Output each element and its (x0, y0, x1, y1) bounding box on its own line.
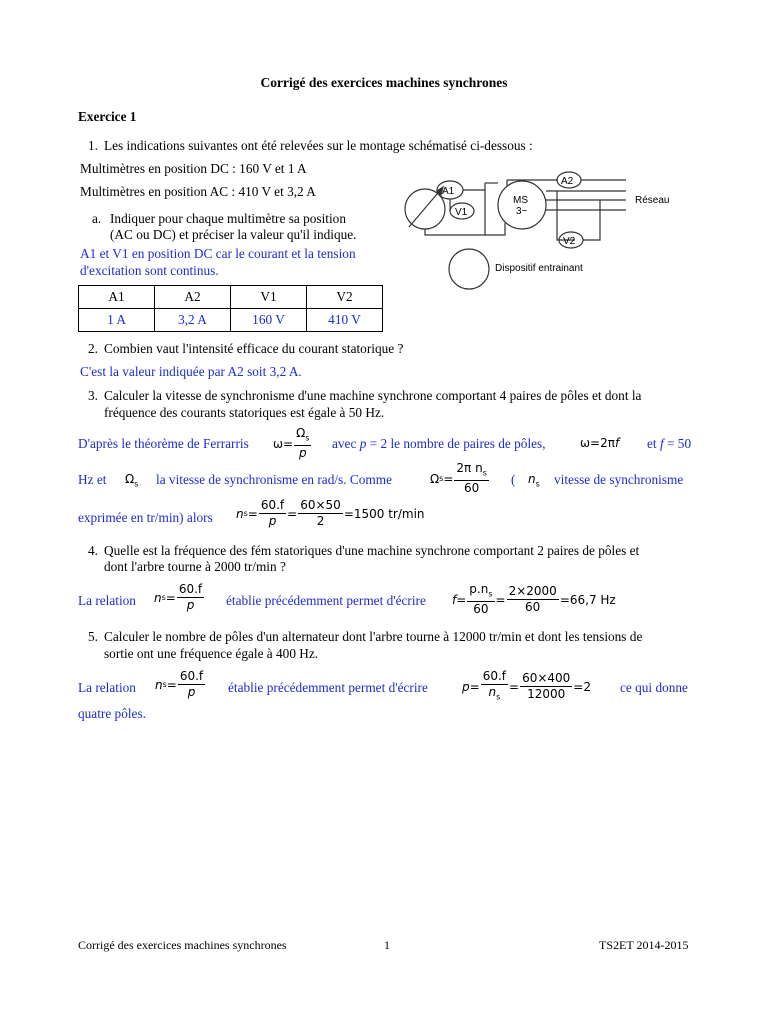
diagram-label-a1: A1 (442, 186, 455, 197)
formula-text: n (488, 685, 497, 699)
formula-ns-1500: n s = $\frac{60.f}{p}$ = $\frac{60\times 50}{2}$ =1500 tr/min (236, 498, 425, 528)
page-title: Corrigé des exercices machines synchrones (260, 75, 508, 90)
answer-text: établie précédemment permet d'écrire (228, 680, 428, 695)
formula-text: =66,7 Hz (559, 592, 616, 607)
diagram-label-v1: V1 (455, 207, 468, 218)
table-header-cell: A2 (155, 286, 231, 309)
question-text: Combien vaut l'intensité efficace du courant statorique ? (104, 341, 404, 356)
formula-text: s (134, 479, 139, 489)
diagram-label-a2: A2 (561, 176, 574, 187)
formula-text: =2 (573, 679, 591, 694)
answer-text: La relation (78, 593, 136, 608)
formula-text: n (236, 506, 244, 521)
sub-question-label: a. (92, 211, 102, 226)
answer-text: avec (332, 436, 357, 451)
formula-text: 2π n (456, 461, 483, 475)
formula-text (125, 472, 138, 488)
formula-p-2: p = $\frac{60.f}{n_s}$ = $\frac{60\times 400}{12000}$ =2 (462, 669, 591, 702)
formula-text: s (305, 433, 310, 443)
answer-text: = 50 (666, 436, 692, 451)
table-header-row (79, 286, 383, 309)
circuit-diagram (395, 165, 715, 290)
question-text: Quelle est la fréquence des fém statoriques d'une machine synchrone comportant 2 paires de pôles et (104, 543, 640, 558)
answer-text: D'après le théorème de Ferrarris (78, 436, 249, 451)
formula-omega (273, 426, 312, 461)
formula-text: f (452, 592, 457, 607)
answer-text: C'est la valeur indiquée par A2 soit 3,2 A. (80, 364, 302, 379)
table-value-cell: 3,2 A (155, 309, 231, 332)
formula-text: s (535, 479, 540, 489)
question-text: fréquence des courants statoriques est égale à 50 Hz. (104, 405, 385, 420)
formula-text: s (439, 474, 444, 484)
answer-text: la vitesse de synchronisme en rad/s. Comme (156, 472, 392, 487)
answer-text: vitesse de synchronisme (554, 472, 684, 487)
drive-device-symbol (449, 249, 489, 289)
formula-text: 60 (463, 481, 480, 496)
answer-text: p (359, 436, 367, 451)
ac-measurement: Multimètres en position AC : 410 V et 3,2 A (80, 184, 316, 199)
formula-text: s (482, 468, 487, 478)
exercise-heading: Exercice 1 (78, 109, 137, 124)
answer-text: exprimée en tr/min) alors (78, 510, 213, 525)
diagram-label-v2: V2 (563, 236, 576, 247)
answer-text: f (659, 436, 664, 451)
question-text: sortie ont une fréquence égale à 400 Hz. (104, 646, 319, 661)
table-header-cell: A1 (79, 286, 155, 309)
formula-ns-relation: n s = $\frac{60.f}{p}$ (155, 669, 204, 699)
answer-text: Hz et (78, 472, 107, 487)
formula-text: 60×50 (300, 498, 341, 512)
sub-question-text: Indiquer pour chaque multimètre sa position (110, 211, 346, 226)
answer-text (332, 436, 546, 452)
formula-text: Ω (125, 472, 135, 486)
formula-text: 60.f (260, 498, 285, 512)
formula-text: ω=2π (580, 436, 615, 450)
formula-ns-relation: n s = $\frac{60.f}{p}$ (154, 582, 203, 612)
answer-text: et (647, 436, 657, 451)
diagram-label-dispositif: Dispositif entrainant (495, 263, 583, 274)
question-number: 1. (88, 138, 98, 153)
formula-f-66-7: f = $\frac{p.n_s}{60}$ = $\frac{2\times 2000}{60}$ =66,7 Hz (452, 582, 616, 617)
table-value-cell: 410 V (307, 309, 383, 332)
page-number: 1 (384, 938, 390, 952)
formula-text: 60.f (482, 669, 506, 683)
formula-text: s (488, 589, 493, 599)
formula-text: 60 (473, 602, 489, 617)
formula-text: p (187, 685, 196, 699)
table-value-row (79, 309, 383, 332)
answer-text: d'excitation sont continus. (80, 263, 219, 278)
answer-text: ce qui donne (620, 680, 688, 695)
diagram-label-ms: MS (513, 195, 528, 206)
formula-text: 2×2000 (508, 584, 557, 599)
formula-text: ω= (273, 436, 294, 451)
table-value-cell: 160 V (231, 309, 307, 332)
formula-text: p (186, 598, 195, 612)
question-text: Calculer le nombre de pôles d'un alternateur dont l'arbre tourne à 12000 tr/min et dont les tensions de (104, 629, 643, 644)
formula-omega-s: Ω s = $\frac{2\pi n_s}{60}$ (430, 461, 487, 496)
footer-left: Corrigé des exercices machines synchrones (78, 938, 287, 952)
formula-text: 2 (316, 514, 325, 528)
question-text: Calculer la vitesse de synchronisme d'une machine synchrone comportant 4 paires de pôles et dont la (104, 388, 642, 403)
formula-text: f (614, 436, 620, 450)
answer-text: établie précédemment permet d'écrire (226, 593, 426, 608)
formula-text: n (155, 677, 163, 692)
formula-text: 12000 (527, 687, 566, 702)
table-header-cell: V1 (231, 286, 307, 309)
footer-right: TS2ET 2014-2015 (599, 938, 689, 952)
formula-text (528, 472, 540, 488)
formula-text: s (162, 680, 167, 689)
formula-omega-2pif (580, 436, 619, 450)
question-text: Les indications suivantes ont été relevées sur le montage schématisé ci-dessous : (104, 138, 533, 153)
sub-question-text: (AC ou DC) et préciser la valeur qu'il indique. (110, 227, 357, 242)
formula-text: 60.f (179, 669, 204, 683)
answer-text: = 2 le nombre de paires de pôles, (369, 436, 546, 451)
table-header-cell: V2 (307, 286, 383, 309)
answer-text: ( (511, 472, 516, 487)
answer-text: quatre pôles. (78, 706, 146, 721)
formula-text: Ω (430, 471, 440, 486)
formula-text: s (496, 692, 501, 702)
question-number: 3. (88, 388, 98, 403)
formula-text: n (154, 590, 162, 605)
formula-text: p.n (469, 582, 489, 596)
answer-text: A1 et V1 en position DC car le courant et la tension (80, 246, 356, 261)
multimeter-table (78, 285, 383, 332)
answer-text: La relation (78, 680, 136, 695)
question-number: 2. (88, 341, 98, 356)
formula-text: p (462, 679, 470, 694)
formula-text: s (243, 509, 248, 518)
formula-text: p (268, 514, 277, 528)
question-number: 5. (88, 629, 98, 644)
formula-text: Ω (296, 426, 306, 440)
table-value-cell: 1 A (79, 309, 155, 332)
formula-text: n (528, 472, 536, 486)
diagram-label-ms-phase: 3~ (516, 206, 528, 217)
formula-text: 60×400 (522, 671, 571, 686)
formula-text: s (161, 593, 166, 602)
question-text: dont l'arbre tourne à 2000 tr/min ? (104, 559, 286, 574)
diagram-label-reseau: Réseau (635, 195, 670, 206)
answer-text (647, 436, 691, 452)
dc-measurement: Multimètres en position DC : 160 V et 1 A (80, 161, 307, 176)
formula-text: =1500 tr/min (343, 506, 425, 521)
formula-text: p (298, 446, 307, 461)
formula-text: 60 (525, 600, 541, 615)
question-number: 4. (88, 543, 98, 558)
formula-text: 60.f (178, 582, 203, 596)
